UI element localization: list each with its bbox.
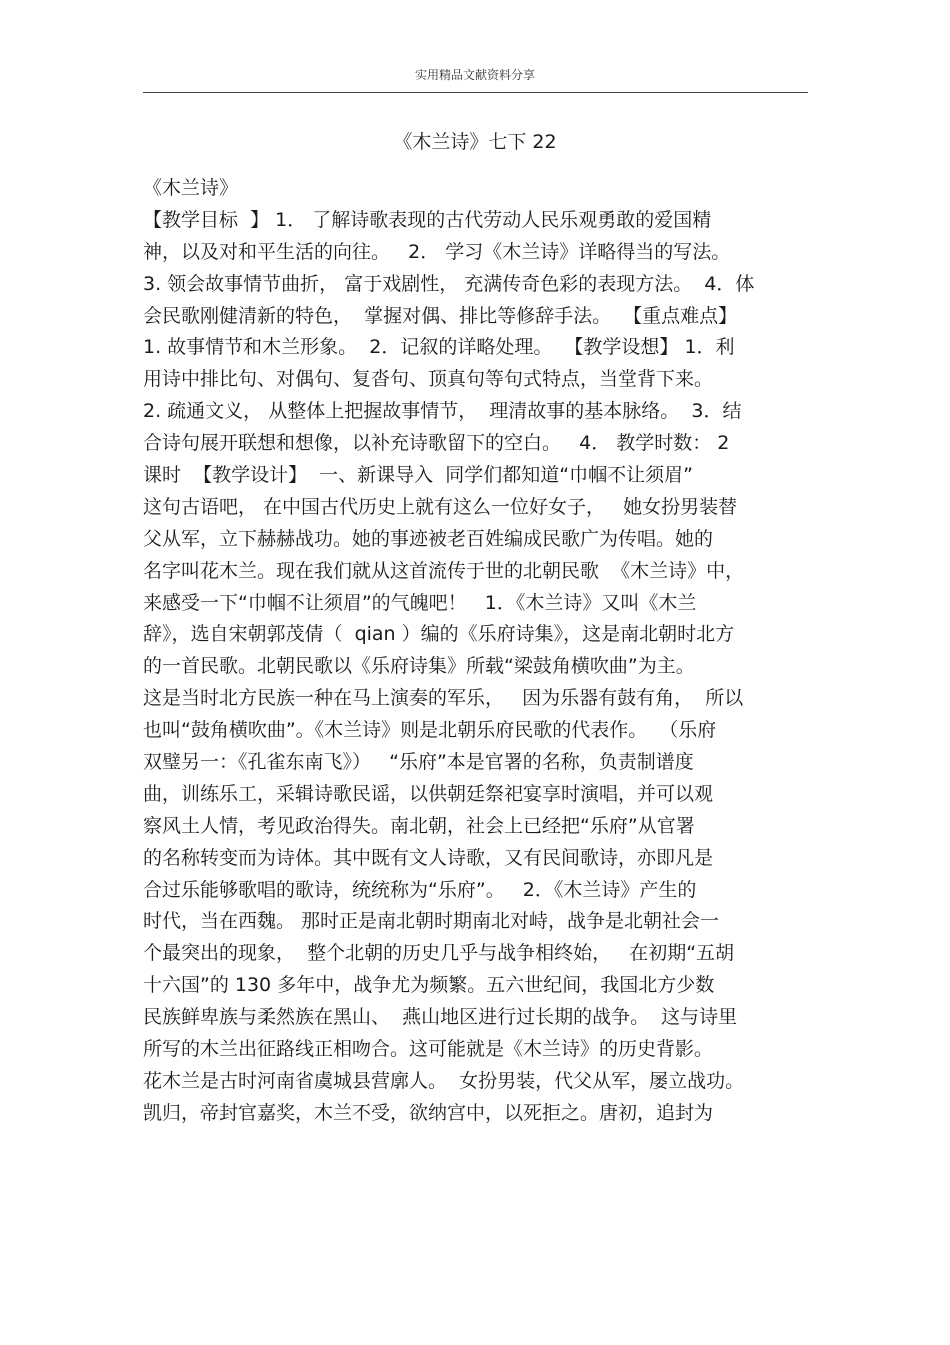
text-line: 名字叫花木兰。现在我们就从这首流传于世的北朝民歌 《木兰诗》中，	[143, 559, 745, 582]
text-line: 【教学目标 】 1． 了解诗歌表现的古代劳动人民乐观勇敢的爱国精	[143, 208, 712, 231]
text-line: 的名称转变而为诗体。其中既有文人诗歌，又有民间歌诗，亦即凡是	[143, 846, 714, 869]
text-line: 所写的木兰出征路线正相吻合。这可能就是《木兰诗》的历史背影。	[143, 1038, 714, 1061]
text-line: 1. 故事情节和木兰形象。 2．记叙的详略处理。 【教学设想】 1．利	[143, 336, 735, 359]
text-line: 会民歌刚健清新的特色， 掌握对偶、排比等修辞手法。 【重点难点】	[143, 304, 738, 327]
text-line: 曲，训练乐工，采辑诗歌民谣，以供朝廷祭祀宴享时演唱，并可以观	[143, 782, 714, 805]
text-line: 合过乐能够歌唱的歌诗，统统称为“乐府”。 2．《木兰诗》产生的	[143, 878, 697, 901]
text-line: 花木兰是古时河南省虞城县营廓人。 女扮男装，代父从军，屡立战功。	[143, 1069, 745, 1092]
text-line: 这句古语吧， 在中国古代历史上就有这么一位好女子， 她女扮男装替	[143, 495, 738, 518]
page-header: 实用精品文献资料分享	[414, 68, 535, 82]
text-line: 个最突出的现象， 整个北朝的历史几乎与战争相终始， 在初期“五胡	[143, 942, 735, 965]
text-line: 2. 疏通文义， 从整体上把握故事情节， 理清故事的基本脉络。 3．结	[143, 400, 742, 423]
text-line: 辞》，选自宋朝郭茂倩（ qian ）编的《乐府诗集》，这是南北朝时北方	[143, 623, 735, 646]
text-line: 课时 【教学设计】 一、新课导入 同学们都知道“巾帼不让须眉”	[143, 464, 693, 487]
text-line: 合诗句展开联想和想像，以补充诗歌留下的空白。 4． 教学时数： 2	[143, 432, 730, 455]
text-line: 的一首民歌。北朝民歌以《乐府诗集》所载“梁鼓角横吹曲”为主。	[143, 655, 695, 678]
text-line: 凯归，帝封官嘉奖，木兰不受，欲纳宫中，以死拒之。唐初，追封为	[143, 1101, 714, 1124]
text-line: 双璧另一：《孔雀东南飞》） “乐府”本是官署的名称，负责制谱度	[143, 751, 694, 774]
text-line: 也叫“鼓角横吹曲”。《木兰诗》则是北朝乐府民歌的代表作。 （乐府	[143, 719, 717, 742]
text-line: 父从军，立下赫赫战功。她的事迹被老百姓编成民歌广为传唱。她的	[143, 527, 714, 550]
text-line: 来感受一下“巾帼不让须眉”的气魄吧！ 1．《木兰诗》又叫《木兰	[143, 591, 697, 614]
document-title: 《木兰诗》七下 22	[393, 131, 557, 153]
text-line: 用诗中排比句、对偶句、复沓句、顶真句等句式特点，当堂背下来。	[143, 368, 714, 391]
text-line: 时代，当在西魏。 那时正是南北朝时期南北对峙，战争是北朝社会一	[143, 910, 720, 933]
text-line: 察风土人情，考见政治得失。南北朝，社会上已经把“乐府”从官署	[143, 814, 695, 837]
text-line: 这是当时北方民族一种在马上演奏的军乐， 因为乐器有鼓有角， 所以	[143, 687, 744, 710]
text-line: 民族鲜卑族与柔然族在黑山、 燕山地区进行过长期的战争。 这与诗里	[143, 1006, 738, 1029]
header-divider	[143, 92, 808, 93]
document-body	[143, 173, 813, 1130]
text-line: 神，以及对和平生活的向往。 2． 学习《木兰诗》详略得当的写法。	[143, 240, 731, 263]
text-line: 十六国”的 130 多年中，战争尤为频繁。五六世纪间，我国北方少数	[143, 974, 715, 997]
text-line: 《木兰诗》	[143, 177, 239, 199]
text-line: 3. 领会故事情节曲折， 富于戏剧性， 充满传奇色彩的表现方法。 4．体	[143, 272, 755, 295]
